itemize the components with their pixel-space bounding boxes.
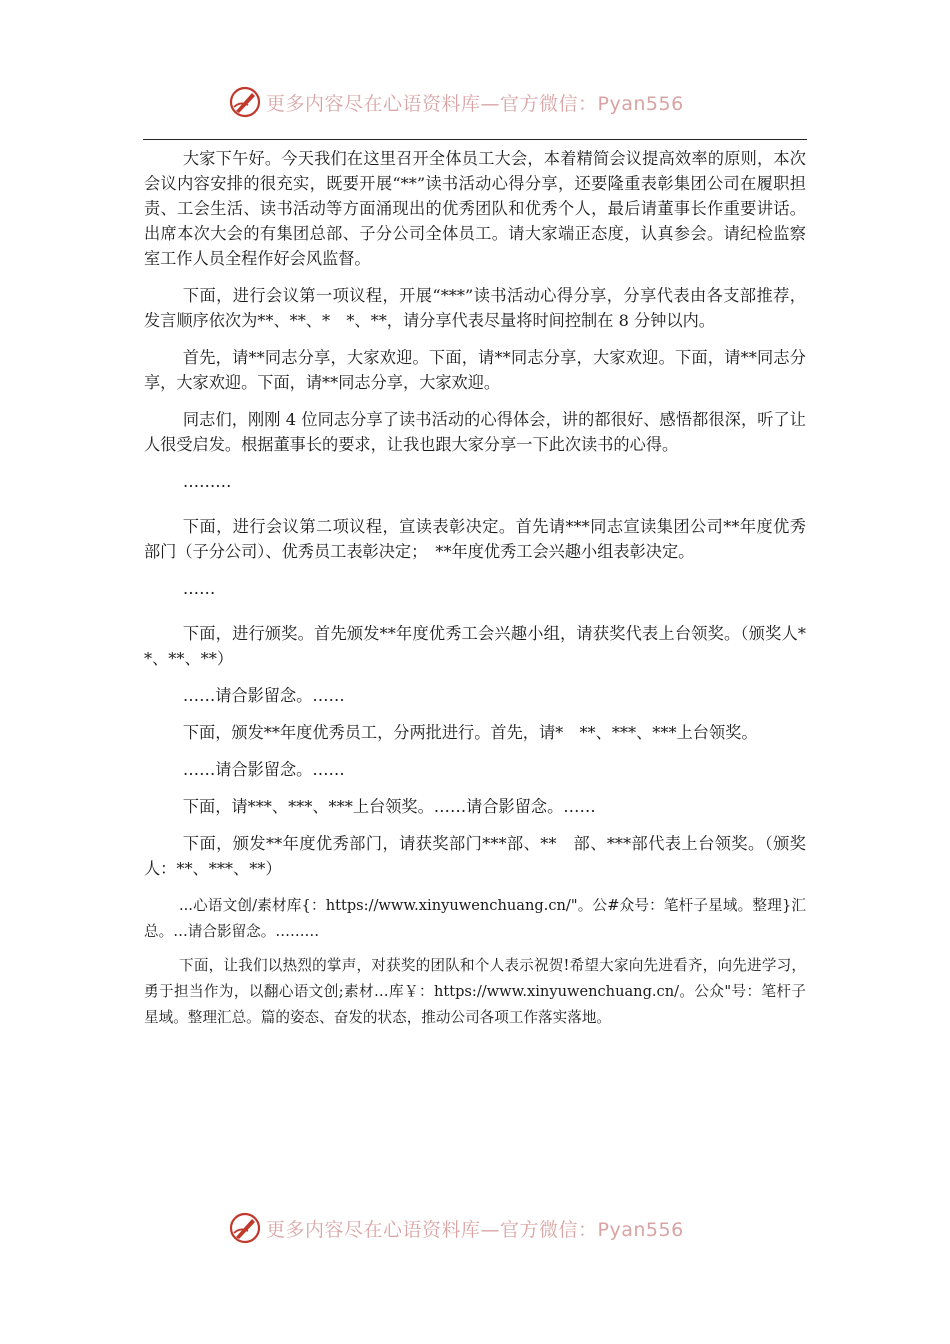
paragraph-closing: 下面，让我们以热烈的掌声，对获奖的团队和个人表示祝贺!希望大家向先进看齐，向先进学习，勇于担当作为，以翻心语文创;素材…库￥：https://www.xinyuwenchuang.cn/。公众"号：笔杆子星域。整理汇总。篇的姿态、奋发的状态，推动公司各项工作落实落地。 — [144, 957, 806, 1026]
paragraph-ellipsis: ……… — [182, 472, 232, 491]
paragraph-photo: ……请合影留念。…… — [182, 686, 345, 705]
paragraph-source-note: ...心语文创/素材库{：https://www.xinyuwenchuang.cn/"。公#众号：笔杆子星域。整理}汇总。…请合影留念。……… — [144, 897, 806, 940]
paragraph-agenda-one: 下面，进行会议第一项议程，开展“***”读书活动心得分享，分享代表由各支部推荐，发言顺序依次为**、**、* *、**，请分享代表尽量将时间控制在 8 分钟以内。 — [144, 286, 806, 330]
paragraph-agenda-two: 下面，进行会议第二项议程，宣读表彰决定。首先请***同志宣读集团公司**年度优秀部门（子分公司）、优秀员工表彰决定； **年度优秀工会兴趣小组表彰决定。 — [144, 517, 806, 561]
paragraph-share-summary: 同志们，刚刚 4 位同志分享了读书活动的心得体会，讲的都很好、感悟都很深，听了让人很受启发。根据董事长的要求，让我也跟大家分享一下此次读书的心得。 — [144, 410, 806, 454]
footer-banner — [228, 1208, 728, 1248]
quill-stamp-icon — [228, 85, 262, 119]
paragraph-ellipsis: …… — [182, 579, 216, 598]
paragraph-award-departments: 下面，颁发**年度优秀部门，请获奖部门***部、** 部、***部代表上台领奖。（颁奖人：**、***、**） — [144, 834, 806, 878]
document-body — [144, 146, 806, 1039]
paragraph-photo: ……请合影留念。…… — [182, 760, 345, 779]
paragraph-award-groups: 下面，进行颁奖。首先颁发**年度优秀工会兴趣小组，请获奖代表上台领奖。（颁奖人**、**、**） — [144, 624, 806, 668]
header-banner — [228, 82, 728, 122]
quill-stamp-icon — [228, 1211, 262, 1245]
paragraph-award-batch-two: 下面，请***、***、***上台领奖。……请合影留念。…… — [182, 797, 596, 816]
header-banner-text: 更多内容尽在心语资料库—官方微信：Pyan556 — [266, 92, 684, 115]
paragraph-share-order: 首先，请**同志分享，大家欢迎。下面，请**同志分享，大家欢迎。下面，请**同志分享，大家欢迎。下面，请**同志分享，大家欢迎。 — [144, 348, 806, 392]
paragraph-award-staff: 下面，颁发**年度优秀员工，分两批进行。首先，请* **、***、***上台领奖。 — [182, 723, 758, 742]
footer-banner-text: 更多内容尽在心语资料库—官方微信：Pyan556 — [266, 1218, 684, 1241]
header-divider — [143, 139, 807, 140]
paragraph-opening: 大家下午好。今天我们在这里召开全体员工大会，本着精简会议提高效率的原则，本次会议内容安排的很充实，既要开展“**”读书活动心得分享，还要隆重表彰集团公司在履职担责、工会生活、读书活动等方面涌现出的优秀团队和优秀个人，最后请董事长作重要讲话。出席本次大会的有集团总部、子分公司全体员工。请大家端正态度，认真参会。请纪检监察室工作人员全程作好会风监督。 — [144, 149, 806, 268]
